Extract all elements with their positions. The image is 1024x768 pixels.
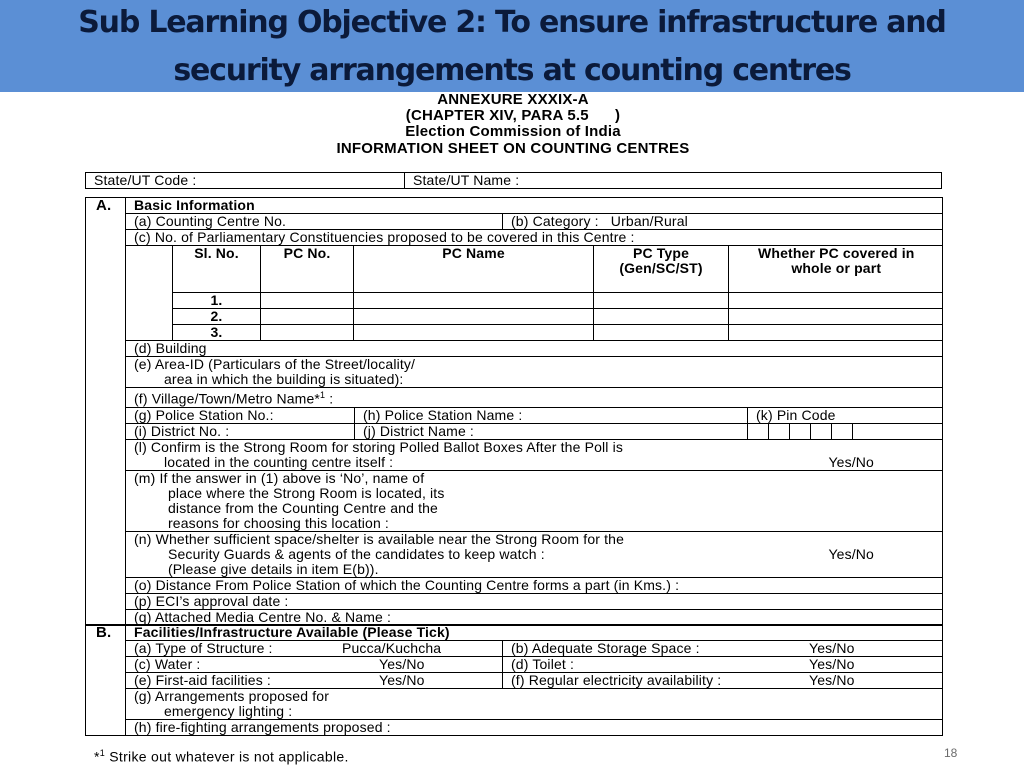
pc-header-coverage: Whether PC covered in whole or part <box>729 246 943 292</box>
annexure-title: ANNEXURE XXXIX-A <box>437 91 589 108</box>
pc-row-2-slno: 2. <box>173 308 261 324</box>
pin-box-6 <box>853 424 943 439</box>
first-aid-label: (e) First-aid facilities : <box>134 673 271 688</box>
row-b-c-d <box>126 657 943 672</box>
strong-room-line2: located in the counting centre itself : Yes/No <box>134 455 942 470</box>
annexure-commission: Election Commission of India <box>405 123 621 140</box>
village-footnote-mark: 1 <box>320 390 326 400</box>
pin-box-1 <box>748 424 769 439</box>
annexure-chapter: (CHAPTER XIV, PARA 5.5 ) <box>405 107 621 124</box>
section-b-heading: Facilities/Infrastructure Available (Please Tick) <box>126 625 943 641</box>
row-g-h-k <box>126 408 943 423</box>
police-station-name: (h) Police Station Name : <box>355 408 748 423</box>
storage-label: (b) Adequate Storage Space : <box>511 641 700 656</box>
electricity-value: Yes/No <box>809 673 855 688</box>
section-a-heading: Basic Information <box>126 198 943 214</box>
area-id-line1: (e) Area-ID (Particulars of the Street/locality/ <box>134 356 416 372</box>
area-id-line2: area in which the building is situated): <box>164 371 404 387</box>
pc-count-field: (c) No. of Parliamentary Constituencies proposed to be covered in this Centre : <box>126 230 943 246</box>
alt-location-line3: distance from the Counting Centre and the <box>168 499 438 516</box>
pc-header-pctype: PC Type (Gen/SC/ST) <box>594 246 729 292</box>
distance-field: (o) Distance From Police Station of which the Counting Centre forms a part (in Kms.) : <box>126 577 943 593</box>
pin-box-2 <box>769 424 790 439</box>
shelter-line2: Security Guards & agents of the candidates to keep watch : Yes/No <box>134 547 942 562</box>
district-no: (i) District No. : <box>126 424 355 439</box>
pin-box-4 <box>811 424 832 439</box>
pin-box-3 <box>790 424 811 439</box>
emergency-lighting-line1: (g) Arrangements proposed for <box>134 688 330 704</box>
village-colon: : <box>325 390 334 407</box>
row-a-b <box>126 214 943 229</box>
eci-approval-field: (p) ECI’s approval date : <box>126 593 943 609</box>
electricity-label: (f) Regular electricity availability : <box>511 673 722 688</box>
shelter-line3: (Please give details in item E(b)). <box>168 560 379 577</box>
section-a-letter: A. <box>86 198 126 626</box>
structure-type-label: (a) Type of Structure : <box>134 641 273 656</box>
structure-type-value: Pucca/Kuchcha <box>342 641 442 656</box>
storage-value: Yes/No <box>809 641 855 656</box>
media-centre-field: (q) Attached Media Centre No. & Name : <box>126 609 943 625</box>
building-field: (d) Building <box>126 341 943 357</box>
fire-fighting-field: (h) fire-fighting arrangements proposed : <box>126 720 943 736</box>
footnote-mark: 1 <box>99 748 106 758</box>
pin-code-label: (k) Pin Code <box>756 407 836 423</box>
toilet-label: (d) Toilet : <box>511 657 575 672</box>
state-code-field: State/UT Code : <box>86 173 405 189</box>
row-b-a-b <box>126 641 943 656</box>
shelter-line1: (n) Whether sufficient space/shelter is available near the Strong Room for the <box>134 531 625 547</box>
page-number: 18 <box>944 746 958 760</box>
footnote-text: Strike out whatever is not applicable. <box>105 748 349 765</box>
pc-row-3-slno: 3. <box>173 324 261 340</box>
shelter-yes-no: Yes/No <box>828 545 874 562</box>
state-name-field: State/UT Name : <box>405 173 942 189</box>
annexure-sheet-title: INFORMATION SHEET ON COUNTING CENTRES <box>336 140 690 157</box>
slide-title-line2: security arrangements at counting centres <box>173 53 851 88</box>
pin-box-5 <box>832 424 853 439</box>
first-aid-value: Yes/No <box>379 673 425 688</box>
pc-row-1-slno: 1. <box>173 292 261 308</box>
strong-room-yes-no: Yes/No <box>828 453 874 470</box>
pc-header-pcno: PC No. <box>261 246 354 292</box>
emergency-lighting-line2: emergency lighting : <box>164 703 293 719</box>
water-label: (c) Water : <box>134 657 201 672</box>
category-field: (b) Category : Urban/Rural <box>511 214 688 229</box>
section-b-table <box>85 624 943 736</box>
strong-room-line1: (l) Confirm is the Strong Room for storing Polled Ballot Boxes After the Poll is <box>134 439 623 455</box>
pc-table <box>172 246 943 340</box>
section-b-letter: B. <box>86 625 126 736</box>
slide-title-line1: Sub Learning Objective 2: To ensure infrastructure and <box>78 5 946 40</box>
state-row-table <box>85 172 942 189</box>
alt-location-line2: place where the Strong Room is located, its <box>168 484 445 501</box>
police-station-no: (g) Police Station No.: <box>126 408 355 423</box>
counting-centre-no: (a) Counting Centre No. <box>126 214 503 229</box>
row-i-j <box>126 424 943 439</box>
form-table <box>85 197 943 626</box>
row-b-e-f <box>126 673 943 688</box>
pc-header-pcname: PC Name <box>354 246 594 292</box>
pc-header-slno: Sl. No. <box>173 246 261 292</box>
district-name: (j) District Name : <box>355 424 748 439</box>
water-value: Yes/No <box>379 657 425 672</box>
village-field: (f) Village/Town/Metro Name* <box>134 390 321 407</box>
toilet-value: Yes/No <box>809 657 855 672</box>
alt-location-line4: reasons for choosing this location : <box>168 514 389 531</box>
alt-location-line1: (m) If the answer in (1) above is ‘No’, name of <box>134 470 425 486</box>
footnote: *$^1$ Strike out whatever is not applicable. <box>94 748 349 765</box>
